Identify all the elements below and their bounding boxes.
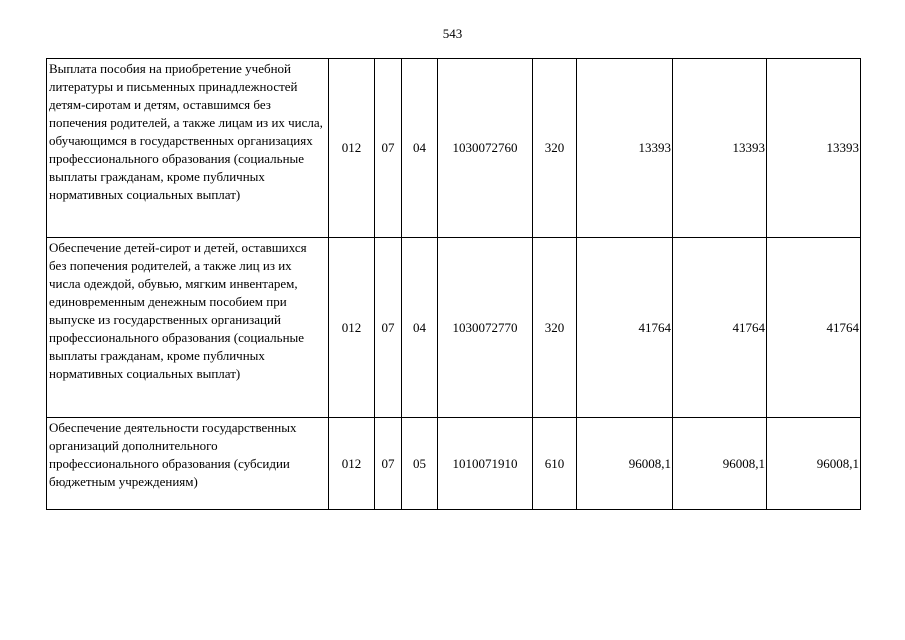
- expense-type-code: 320: [533, 238, 577, 418]
- amount-cell-3: 96008,1: [767, 418, 861, 510]
- subsection-code: 04: [402, 238, 438, 418]
- budget-table: [46, 58, 861, 510]
- row-description: Обеспечение детей-сирот и детей, оставшихся без попечения родителей, а также лиц из их числа одеждой, обувью, мягким инвентарем, единовременным денежным пособием при выпуске из государственных организаций профессионального образования (социальные выплаты гражданам, кроме публичных нормативных социальных выплат): [47, 238, 329, 418]
- ministry-code: 012: [329, 238, 375, 418]
- page-number: 543: [442, 26, 463, 41]
- table-row: [47, 238, 861, 418]
- amount-cell-3: 13393: [767, 59, 861, 238]
- amount-cell-1: 96008,1: [577, 418, 673, 510]
- amount-cell-2: 96008,1: [673, 418, 767, 510]
- ministry-code: 012: [329, 59, 375, 238]
- subsection-code: 05: [402, 418, 438, 510]
- target-article-code: 1010071910: [438, 418, 533, 510]
- table-row: [47, 418, 861, 510]
- row-description: Обеспечение деятельности государственных организаций дополнительного профессионального образования (субсидии бюджетным учреждениям): [47, 418, 329, 510]
- target-article-code: 1030072760: [438, 59, 533, 238]
- amount-cell-2: 41764: [673, 238, 767, 418]
- row-description: Выплата пособия на приобретение учебной литературы и письменных принадлежностей детям-сиротам и детям, оставшимся без попечения родителей, а также лицам из их числа, обучающимся в государственных организациях профессионального образования (социальные выплаты гражданам, кроме публичных нормативных социальных выплат): [47, 59, 329, 238]
- section-code: 07: [375, 59, 402, 238]
- section-code: 07: [375, 418, 402, 510]
- amount-cell-1: 13393: [577, 59, 673, 238]
- expense-type-code: 610: [533, 418, 577, 510]
- table-row: [47, 59, 861, 238]
- section-code: 07: [375, 238, 402, 418]
- amount-cell-3: 41764: [767, 238, 861, 418]
- subsection-code: 04: [402, 59, 438, 238]
- ministry-code: 012: [329, 418, 375, 510]
- target-article-code: 1030072770: [438, 238, 533, 418]
- amount-cell-1: 41764: [577, 238, 673, 418]
- expense-type-code: 320: [533, 59, 577, 238]
- amount-cell-2: 13393: [673, 59, 767, 238]
